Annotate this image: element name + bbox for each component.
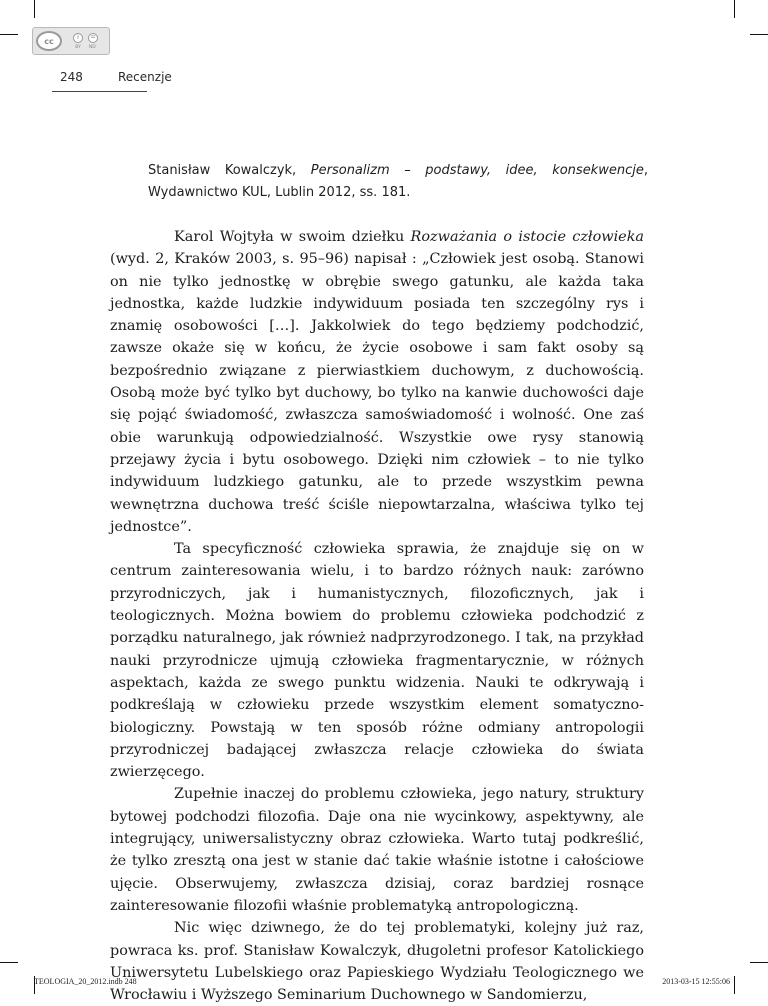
cc-license-badge: [32, 27, 110, 55]
cc-condition-icons: [62, 33, 109, 50]
page-number: 248: [60, 70, 83, 84]
section-name: Recenzje: [118, 70, 172, 84]
paragraph-4: Nic więc dziwnego, że do tej problematyki, kolejny już raz, powraca ks. prof. Stanisław Kowalczyk, długoletni profesor Katolickiego Uniwersytetu Lubelskiego oraz Papieskiego Wydziału Teologicznego we Wrocławiu i Wyższego Seminarium Duchownego w Sandomierzu,: [110, 920, 644, 1004]
reviewed-work-publication: , Wydawnictwo KUL, Lublin 2012, ss. 181.: [148, 163, 648, 200]
cc-label-by: BY: [75, 44, 81, 50]
crop-mark-bottom-right-horizontal: [750, 962, 768, 963]
crop-mark-top-left-horizontal: [0, 34, 18, 35]
reviewed-work-citation: [148, 160, 648, 204]
reviewed-work-title: Personalizm – podstawy, idee, konsekwencje: [310, 163, 644, 178]
running-head: [0, 70, 768, 90]
print-timestamp: 2013-03-15 12:55:06: [662, 977, 730, 986]
crop-mark-bottom-left-horizontal: [0, 962, 18, 963]
paragraph-2: Ta specyficzność człowieka sprawia, że znajduje się on w centrum zainteresowania wielu, i to bardzo różnych nauk: zarówno przyrodniczych, jak i humanistycznych, filozoficznych, jak i teologicznych. Można bowiem do problemu człowieka podchodzić z porządku naturalnego, jak również nadprzyrodzonego. I tak, na przykład nauki przyrodnicze ujmują człowieka fragmentarycznie, w różnych aspektach, każda ze swego punktu widzenia. Nauki te odkrywają i podkreślają w człowieku przede wszystkim element somatyczno-biologiczny. Powstają w ten sposób różne odmiany antropologii przyrodniczej badającej zwłaszcza relacje człowieka do świata zwierzęcego.: [110, 541, 644, 781]
crop-mark-top-left-vertical: [34, 0, 35, 18]
cc-label-nd: ND: [88, 44, 96, 50]
cc-logo-icon: cc: [36, 31, 62, 51]
header-rule: [52, 91, 147, 92]
crop-mark-top-right-vertical: [734, 0, 735, 18]
paragraph-3: Zupełnie inaczej do problemu człowieka, jego natury, struktury bytowej podchodzi filozofia. Daje ona nie wycinkowy, aspektywny, ale integrujący, uniwersalistyczny obraz człowieka. Warto tutaj podkreślić, że tylko zresztą ona jest w stanie dać takie właśnie istotne i całościowe ujęcie. Obserwujemy, zwłaszcza dzisiaj, coraz bardziej rosnące zainteresowanie filozofii właśnie problematyką antropologiczną.: [110, 786, 644, 914]
crop-mark-top-right-horizontal: [750, 34, 768, 35]
print-slug: [0, 977, 768, 991]
file-slug: TEOLOGIA_20_2012.indb 248: [34, 977, 137, 986]
attribution-icon: i: [73, 33, 83, 43]
no-derivatives-icon: =: [88, 33, 98, 43]
paragraph-1-rest: (wyd. 2, Kraków 2003, s. 95–96) napisał : „Człowiek jest osobą. Stanowi on nie tylko jednostkę w obrębie swego gatunku, ale każda taka jednostka, każde ludzkie indywiduum posiada ten szczególny rys i znamię osobowości […]. Jakkolwiek do tego będziemy podchodzić, zawsze okaże się w końcu, że życie osobowe i sam fakt osoby są bezpośrednio związane z pierwiastkiem duchowym, z duchowością. Osobą może być tylko byt duchowy, bo tylko na kanwie duchowości daje się pojąć świadomość, zwłaszcza samoświadomość i wolność. One zaś obie warunkują odpowiedzialność. Wszystkie owe rysy stanowią przejawy życia i bytu osobowego. Dzięki nim człowiek – to nie tylko indywiduum ludzkiego gatunku, ale to przede wszystkim pewna wewnętrzna duchowa treść ściśle niepowtarzalna, właściwa tylko tej jednostce”.: [110, 251, 644, 535]
review-body: [110, 226, 644, 1006]
paragraph-1-lead: Karol Wojtyła w swoim dziełku: [174, 229, 411, 245]
cited-book-title: Rozważania o istocie człowieka: [410, 229, 644, 245]
reviewed-work-author: Stanisław Kowalczyk,: [148, 163, 311, 178]
paragraph-1: [110, 226, 644, 538]
